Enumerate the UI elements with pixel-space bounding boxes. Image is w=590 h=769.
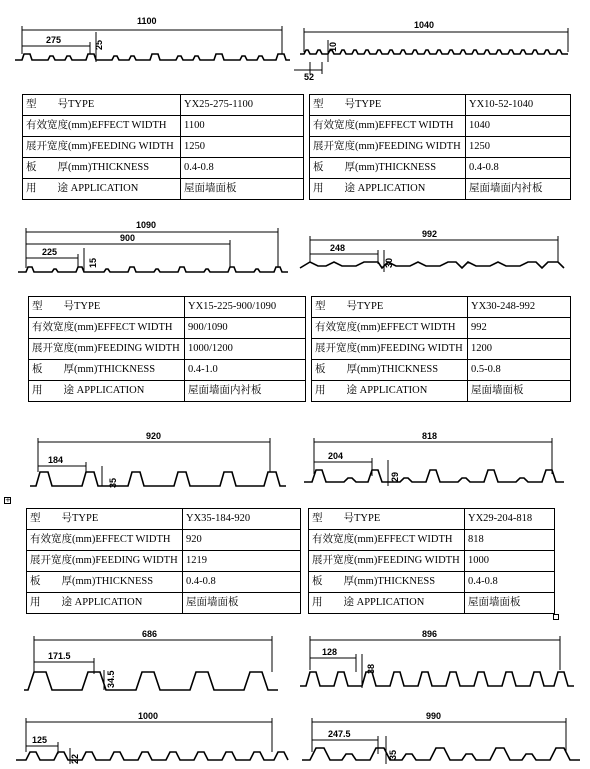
row-label-thickness: 板 厚(mm)THICKNESS (23, 158, 181, 179)
table-row (27, 572, 555, 593)
row-label-effect-width: 有效宽度(mm)EFFECT WIDTH (310, 116, 466, 137)
row-label-application: 用 途 APPLICATION (312, 381, 468, 402)
profile-yx35-184-920 (28, 430, 288, 492)
row-label-thickness: 板 厚(mm)THICKNESS (27, 572, 183, 593)
profile-yx30-248-992 (296, 228, 586, 278)
row-label-feeding-width: 展开宽度(mm)FEEDING WIDTH (312, 339, 468, 360)
table-row (23, 137, 571, 158)
application-value: 屋面墙面板 (468, 381, 571, 402)
row-label-thickness: 板 厚(mm)THICKNESS (29, 360, 185, 381)
thickness-value: 0.4-1.0 (185, 360, 306, 381)
dim-height: 25 (94, 39, 104, 50)
profile-drawing-svg (28, 430, 288, 492)
application-value: 屋面墙面板 (183, 593, 301, 614)
dim-total-width: 1090 (136, 220, 157, 230)
table-row (29, 339, 571, 360)
dim-width: 686 (142, 629, 158, 639)
row-label-application: 用 途 APPLICATION (309, 593, 465, 614)
thickness-value: 0.5-0.8 (468, 360, 571, 381)
dim-pitch: 225 (42, 247, 58, 257)
row-label-feeding-width: 展开宽度(mm)FEEDING WIDTH (29, 339, 185, 360)
table-row (27, 593, 555, 614)
row-label-effect-width: 有效宽度(mm)EFFECT WIDTH (309, 530, 465, 551)
row-label-thickness: 板 厚(mm)THICKNESS (310, 158, 466, 179)
profile-896 (298, 628, 578, 692)
dim-pitch: 204 (328, 451, 344, 461)
dim-height: 22 (70, 753, 80, 764)
row-label-feeding-width: 展开宽度(mm)FEEDING WIDTH (309, 551, 465, 572)
profile-drawing-svg (10, 10, 290, 65)
feeding-width-value: 1000/1200 (185, 339, 306, 360)
dim-width: 920 (146, 431, 162, 441)
application-value: 屋面墙面内衬板 (185, 381, 306, 402)
profile-686 (22, 628, 292, 694)
row-label-effect-width: 有效宽度(mm)EFFECT WIDTH (27, 530, 183, 551)
table-move-handle-icon[interactable]: + (5, 496, 11, 504)
profile-yx29-204-818 (298, 430, 568, 490)
spec-table-2 (28, 296, 571, 402)
dim-pitch: 275 (46, 35, 62, 45)
feeding-width-value: 1219 (183, 551, 301, 572)
spec-table-1 (22, 94, 571, 200)
profile-990 (296, 708, 586, 766)
row-label-thickness: 板 厚(mm)THICKNESS (312, 360, 468, 381)
profile-drawing-svg (12, 218, 292, 280)
row-label-type: 型 号TYPE (310, 95, 466, 116)
model-type: YX30-248-992 (468, 297, 571, 318)
profile-1000 (12, 708, 292, 766)
feeding-width-value: 1250 (466, 137, 571, 158)
effect-width-value: 818 (465, 530, 555, 551)
application-value: 屋面墙面板 (181, 179, 304, 200)
profile-yx25-275-1100 (10, 10, 290, 65)
row-label-application: 用 途 APPLICATION (29, 381, 185, 402)
table-row (29, 297, 571, 318)
profile-drawing-svg (290, 18, 580, 83)
table-row (29, 381, 571, 402)
row-label-feeding-width: 展开宽度(mm)FEEDING WIDTH (27, 551, 183, 572)
model-type: YX25-275-1100 (181, 95, 304, 116)
feeding-width-value: 1200 (468, 339, 571, 360)
thickness-value: 0.4-0.8 (181, 158, 304, 179)
application-value: 屋面墙面内衬板 (466, 179, 571, 200)
application-value: 屋面墙面板 (465, 593, 555, 614)
table-row (29, 360, 571, 381)
dim-pitch: 184 (48, 455, 64, 465)
effect-width-value: 992 (468, 318, 571, 339)
dim-width: 1100 (137, 16, 157, 26)
effect-width-value: 920 (183, 530, 301, 551)
dim-height: 10 (328, 41, 338, 52)
effect-width-value: 1040 (466, 116, 571, 137)
dim-height: 35 (108, 477, 118, 488)
table-resize-handle-icon[interactable] (553, 614, 559, 620)
profile-drawing-svg (298, 628, 578, 692)
model-type: YX15-225-900/1090 (185, 297, 306, 318)
profile-drawing-svg (296, 708, 586, 766)
dim-pitch: 128 (322, 647, 338, 657)
dim-width: 1040 (414, 20, 435, 30)
model-type: YX35-184-920 (183, 509, 301, 530)
dim-height: 30 (384, 257, 394, 268)
row-label-effect-width: 有效宽度(mm)EFFECT WIDTH (312, 318, 468, 339)
profile-drawing-svg (296, 228, 586, 278)
table-row (23, 95, 571, 116)
dim-height: 15 (88, 257, 98, 268)
row-label-thickness: 板 厚(mm)THICKNESS (309, 572, 465, 593)
feeding-width-value: 1000 (465, 551, 555, 572)
profile-drawing-svg (298, 430, 568, 490)
row-label-type: 型 号TYPE (27, 509, 183, 530)
dim-pitch: 248 (330, 243, 346, 253)
model-type: YX29-204-818 (465, 509, 555, 530)
row-label-type: 型 号TYPE (23, 95, 181, 116)
dim-pitch: 171.5 (48, 651, 71, 661)
dim-width: 818 (422, 431, 438, 441)
dim-pitch: 247.5 (328, 729, 351, 739)
row-label-application: 用 途 APPLICATION (27, 593, 183, 614)
table-row (27, 530, 555, 551)
row-label-application: 用 途 APPLICATION (23, 179, 181, 200)
dim-height: 35 (388, 749, 398, 760)
dim-width: 990 (426, 711, 442, 721)
dim-pitch: 125 (32, 735, 48, 745)
row-label-feeding-width: 展开宽度(mm)FEEDING WIDTH (23, 137, 181, 158)
row-label-type: 型 号TYPE (309, 509, 465, 530)
row-label-application: 用 途 APPLICATION (310, 179, 466, 200)
thickness-value: 0.4-0.8 (465, 572, 555, 593)
table-row (23, 158, 571, 179)
spec-table-3 (26, 508, 555, 614)
dim-width: 992 (422, 229, 438, 239)
row-label-effect-width: 有效宽度(mm)EFFECT WIDTH (23, 116, 181, 137)
table-row (27, 509, 555, 530)
table-row (29, 318, 571, 339)
dim-width: 896 (422, 629, 438, 639)
table-row (23, 116, 571, 137)
model-type: YX10-52-1040 (466, 95, 571, 116)
row-label-type: 型 号TYPE (312, 297, 468, 318)
profile-drawing-svg (22, 628, 292, 694)
feeding-width-value: 1250 (181, 137, 304, 158)
profile-yx10-52-1040 (290, 18, 580, 83)
dim-height: 38 (366, 663, 376, 674)
row-label-type: 型 号TYPE (29, 297, 185, 318)
thickness-value: 0.4-0.8 (183, 572, 301, 593)
profile-drawing-svg (12, 708, 292, 766)
row-label-feeding-width: 展开宽度(mm)FEEDING WIDTH (310, 137, 466, 158)
effect-width-value: 900/1090 (185, 318, 306, 339)
dim-width: 1000 (138, 711, 159, 721)
effect-width-value: 1100 (181, 116, 304, 137)
table-row (27, 551, 555, 572)
dim-height: 34.5 (106, 670, 116, 688)
profile-yx15-225-900-1090 (12, 218, 292, 280)
thickness-value: 0.4-0.8 (466, 158, 571, 179)
table-row (23, 179, 571, 200)
row-label-effect-width: 有效宽度(mm)EFFECT WIDTH (29, 318, 185, 339)
dim-pitch: 52 (304, 72, 315, 82)
dim-effect-width: 900 (120, 233, 136, 243)
dim-height: 29 (390, 471, 400, 482)
